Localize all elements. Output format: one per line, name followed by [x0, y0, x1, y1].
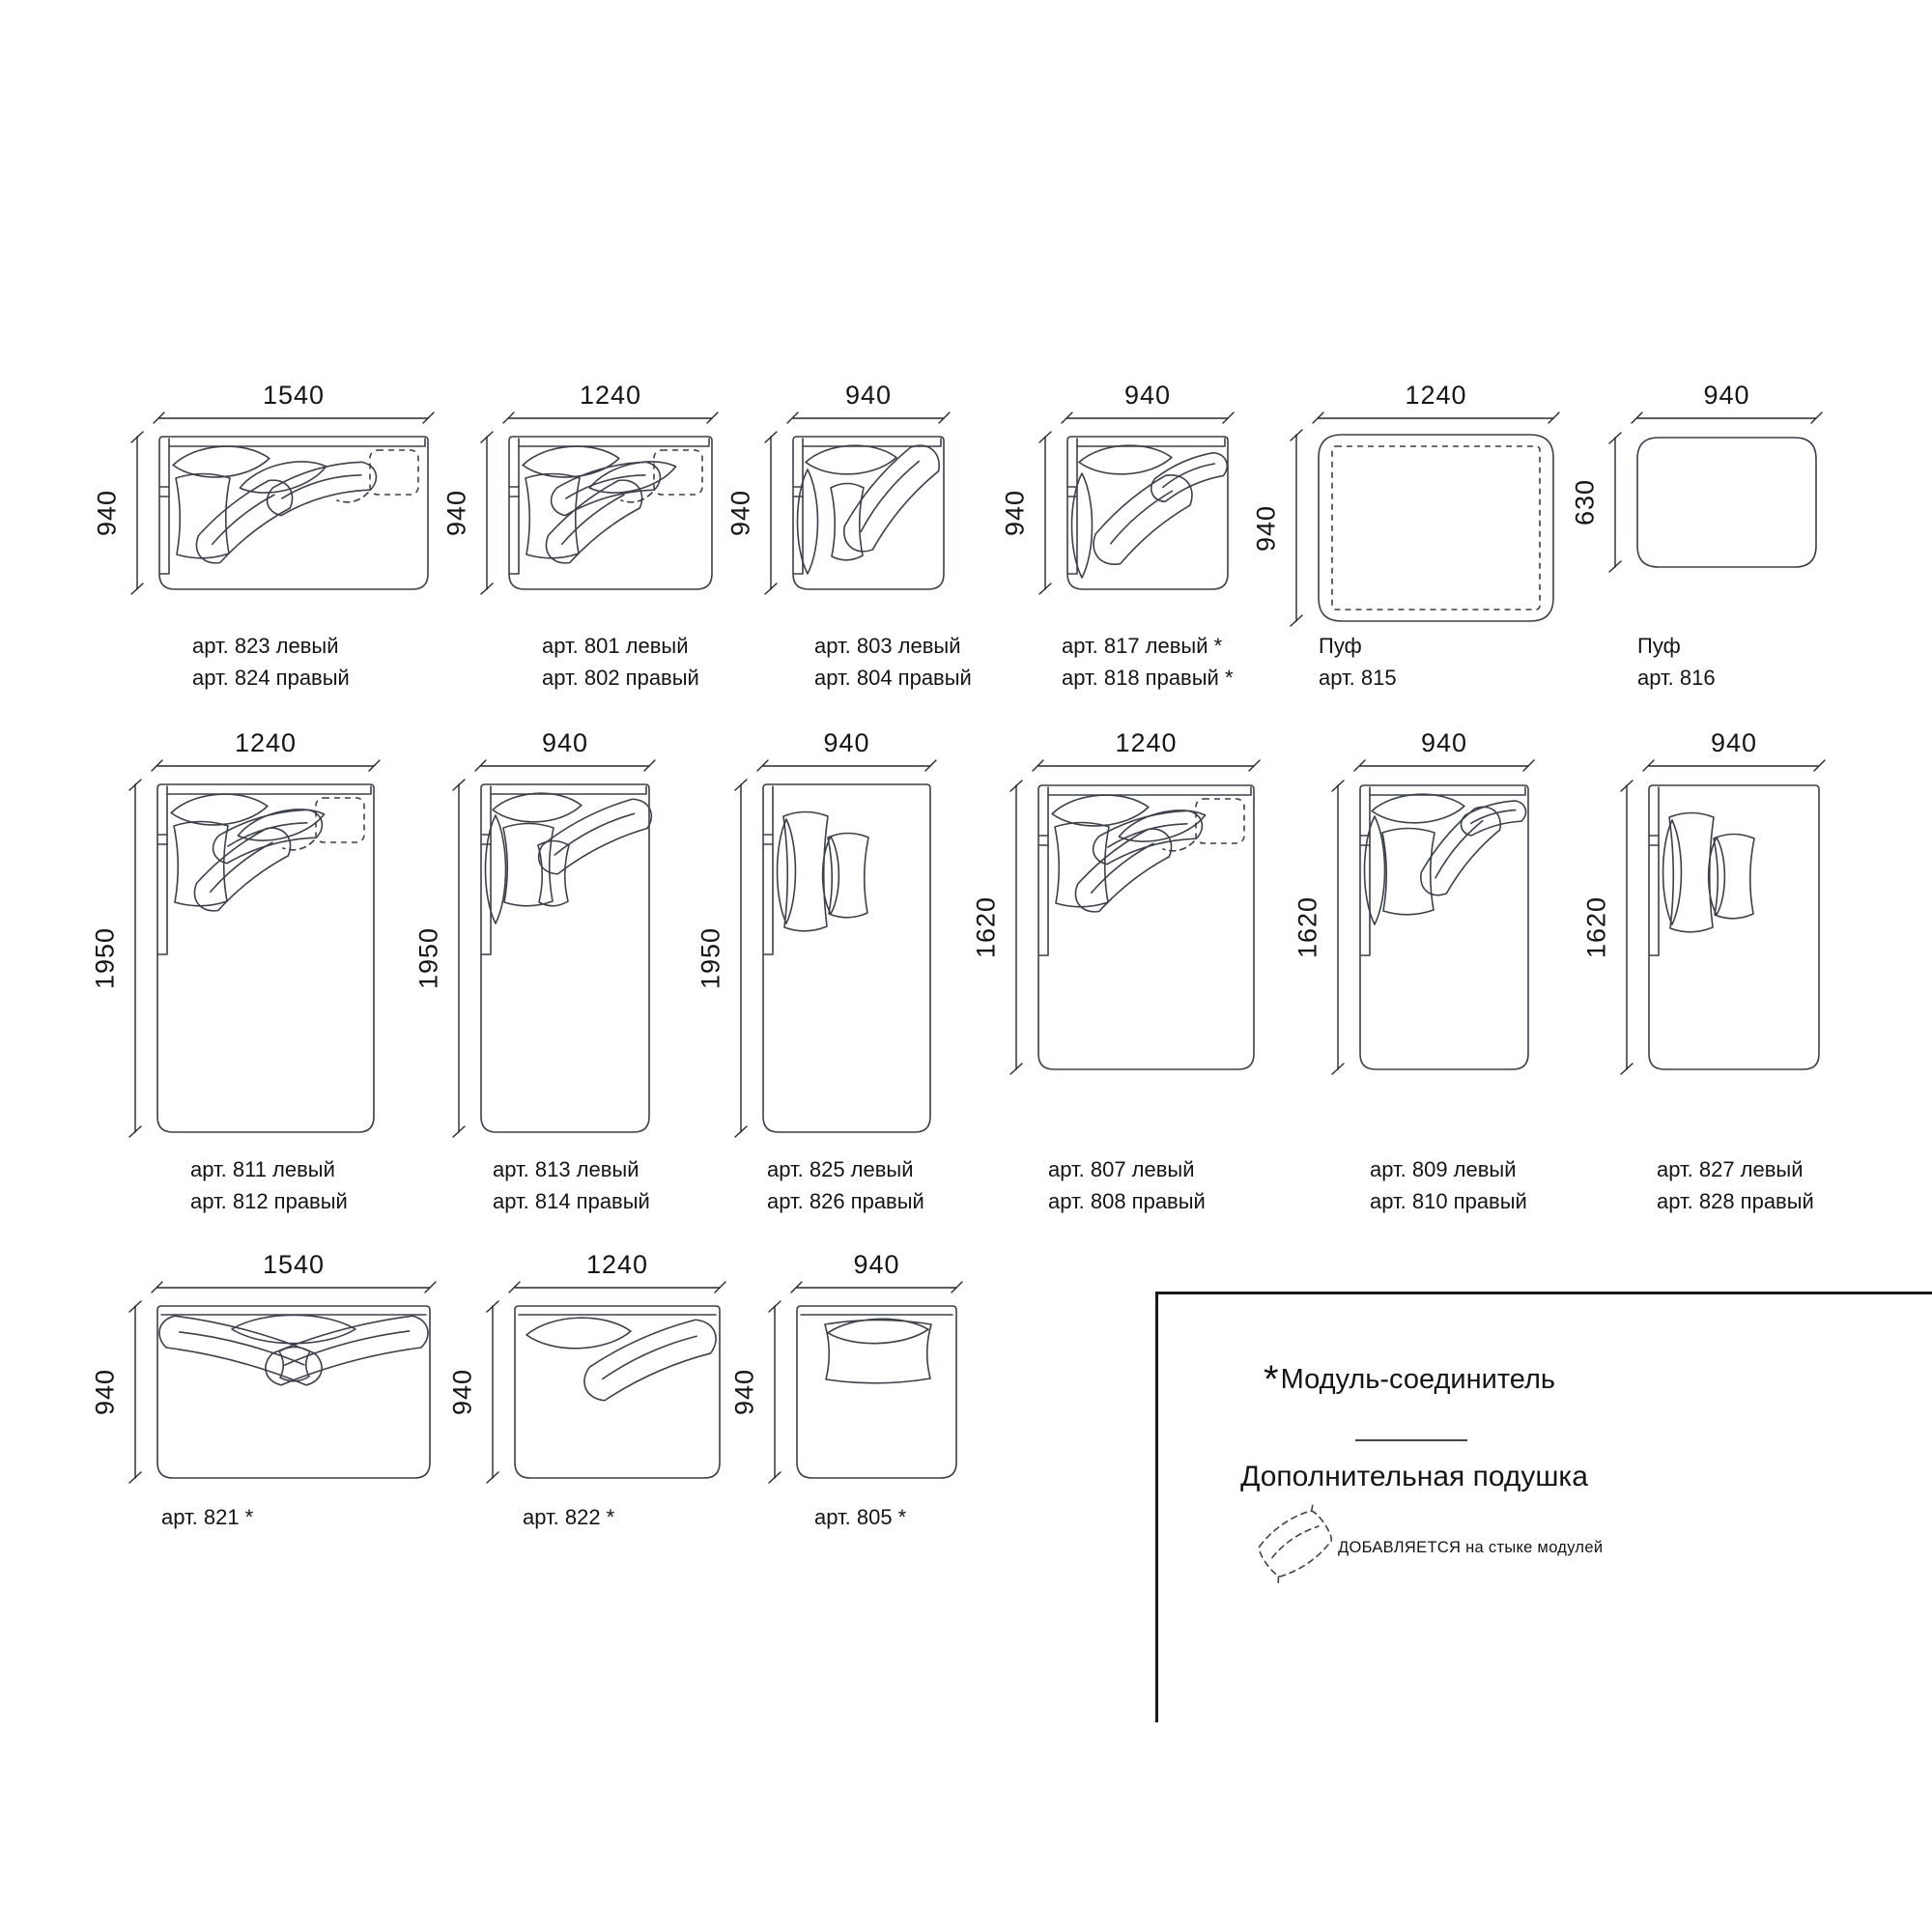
width-dimension-line	[1353, 757, 1535, 773]
module-label: арт. 807 левый	[1048, 1157, 1195, 1181]
width-dimension-line	[1032, 757, 1261, 773]
depth-dimension-line	[127, 1299, 142, 1485]
depth-dimension-line	[1606, 431, 1622, 574]
width-dimension-line	[508, 1279, 726, 1294]
module-label: арт. 802 правый	[542, 666, 699, 690]
depth-dimension-value: 630	[1570, 478, 1600, 526]
width-dimension-line	[790, 1279, 963, 1294]
sofa-top-view-sketch	[481, 784, 649, 1132]
width-dimension-value: 940	[823, 728, 870, 757]
legend-box	[1155, 1292, 1932, 1722]
module-label: арт. 809 левый	[1370, 1157, 1517, 1181]
width-dimension-value: 940	[541, 728, 589, 757]
module-label: арт. 814 правый	[493, 1189, 650, 1213]
module-label: арт. 822 *	[523, 1505, 615, 1529]
width-dimension-value: 1240	[1405, 381, 1467, 410]
depth-dimension-value: 940	[1251, 504, 1281, 552]
sofa-top-view-sketch	[1067, 437, 1228, 589]
depth-dimension-value: 1620	[1581, 895, 1611, 959]
width-dimension-line	[151, 1279, 437, 1294]
sofa-top-view-sketch	[157, 784, 374, 1132]
module-823	[92, 381, 428, 690]
depth-dimension-value: 940	[725, 489, 755, 537]
width-dimension-line	[474, 757, 656, 773]
sofa-top-view-sketch	[1038, 785, 1254, 1069]
depth-dimension-value: 1950	[90, 926, 120, 990]
module-827	[1581, 728, 1819, 1213]
module-809	[1293, 728, 1528, 1213]
depth-dimension-line	[1288, 428, 1303, 628]
depth-dimension-line	[484, 1299, 499, 1485]
module-label: арт. 826 правый	[767, 1189, 924, 1213]
width-dimension-value: 940	[1123, 381, 1172, 410]
module-821	[90, 1250, 430, 1529]
module-811	[90, 728, 374, 1213]
depth-dimension-value: 1950	[413, 926, 443, 990]
sofa-top-view-sketch	[509, 437, 712, 589]
module-label: арт. 815	[1319, 666, 1397, 690]
width-dimension-value: 940	[853, 1250, 900, 1279]
module-label: арт. 825 левый	[767, 1157, 914, 1181]
module-label: арт. 824 правый	[192, 666, 350, 690]
sofa-top-view-sketch	[515, 1306, 720, 1478]
depth-dimension-value: 1620	[971, 895, 1001, 959]
depth-dimension-line	[127, 778, 142, 1139]
depth-dimension-line	[450, 778, 466, 1139]
module-label: арт. 818 правый *	[1062, 666, 1234, 690]
depth-dimension-value: 1620	[1293, 895, 1322, 959]
width-dimension-value: 940	[844, 381, 893, 410]
legend-subtitle: Дополнительная подушка	[1240, 1461, 1588, 1492]
module-label: Пуф	[1637, 634, 1681, 658]
depth-dimension-line	[766, 1299, 781, 1485]
module-label: арт. 827 левый	[1657, 1157, 1804, 1181]
module-label: Пуф	[1319, 634, 1362, 658]
width-dimension-line	[502, 410, 719, 425]
depth-dimension-value: 940	[441, 489, 471, 537]
module-label: арт. 812 правый	[190, 1189, 348, 1213]
sofa-top-view-sketch	[763, 784, 930, 1132]
module-label: арт. 803 левый	[814, 634, 961, 658]
module-label: арт. 828 правый	[1657, 1189, 1814, 1213]
module-label: арт. 817 левый *	[1062, 634, 1223, 658]
module-label: арт. 801 левый	[542, 634, 689, 658]
depth-dimension-value: 940	[92, 489, 122, 537]
module-	[1570, 381, 1816, 690]
depth-dimension-value: 940	[729, 1368, 759, 1416]
module-label: арт. 811 левый	[190, 1157, 335, 1181]
sofa-top-view-sketch	[797, 1306, 956, 1478]
module-807	[971, 728, 1254, 1213]
module-label: арт. 808 правый	[1048, 1189, 1206, 1213]
width-dimension-line	[1642, 757, 1826, 773]
width-dimension-line	[786, 410, 951, 425]
sofa-top-view-sketch	[793, 437, 944, 589]
sofa-top-view-sketch	[157, 1306, 430, 1478]
width-dimension-line	[1061, 410, 1235, 425]
module-801	[441, 381, 712, 690]
sofa-top-view-sketch	[1649, 785, 1819, 1069]
width-dimension-value: 1240	[1115, 728, 1178, 757]
width-dimension-value: 940	[1703, 381, 1750, 410]
asterisk-mark: *	[1264, 1358, 1279, 1401]
module-817	[1000, 381, 1234, 690]
module-803	[725, 381, 972, 690]
module-label: арт. 821 *	[161, 1505, 254, 1529]
pouf-top-view-sketch	[1319, 435, 1553, 621]
legend-divider	[1355, 1439, 1467, 1441]
module-825	[696, 728, 930, 1213]
width-dimension-value: 940	[1420, 728, 1468, 757]
depth-dimension-value: 1950	[696, 926, 725, 990]
module-805	[729, 1250, 956, 1529]
module-label: арт. 813 левый	[493, 1157, 639, 1181]
module-label: арт. 804 правый	[814, 666, 972, 690]
dashed-pillow-icon	[1247, 1493, 1344, 1594]
depth-dimension-line	[1329, 779, 1345, 1076]
depth-dimension-line	[732, 778, 748, 1139]
depth-dimension-line	[1008, 779, 1023, 1076]
legend-note: ДОБАВЛЯЕТСЯ на стыке модулей	[1338, 1539, 1604, 1556]
depth-dimension-value: 940	[447, 1368, 477, 1416]
width-dimension-value: 1240	[585, 1250, 649, 1279]
depth-dimension-line	[1618, 779, 1634, 1076]
legend-title	[1158, 1358, 1661, 1401]
pouf-top-view-sketch	[1637, 438, 1816, 567]
width-dimension-value: 1240	[234, 728, 298, 757]
sofa-top-view-sketch	[1360, 785, 1528, 1069]
module-label: арт. 816	[1637, 666, 1716, 690]
width-dimension-line	[153, 410, 435, 425]
width-dimension-line	[1631, 410, 1823, 425]
module-	[1251, 381, 1553, 690]
width-dimension-value: 1540	[262, 381, 326, 410]
module-813	[413, 728, 650, 1213]
width-dimension-line	[1312, 410, 1560, 425]
depth-dimension-line	[1037, 430, 1052, 596]
module-label: арт. 810 правый	[1370, 1189, 1527, 1213]
width-dimension-value: 1240	[579, 381, 642, 410]
width-dimension-value: 940	[1710, 728, 1758, 757]
width-dimension-line	[756, 757, 937, 773]
module-822	[447, 1250, 720, 1529]
depth-dimension-line	[762, 430, 778, 596]
depth-dimension-line	[128, 430, 144, 596]
width-dimension-value: 1540	[262, 1250, 326, 1279]
depth-dimension-line	[478, 430, 494, 596]
legend-title-text: Модуль-соединитель	[1280, 1364, 1555, 1395]
depth-dimension-value: 940	[1000, 489, 1030, 537]
module-label: арт. 823 левый	[192, 634, 339, 658]
module-label: арт. 805 *	[814, 1505, 907, 1529]
width-dimension-line	[151, 757, 381, 773]
depth-dimension-value: 940	[90, 1368, 120, 1416]
sofa-top-view-sketch	[159, 437, 428, 589]
